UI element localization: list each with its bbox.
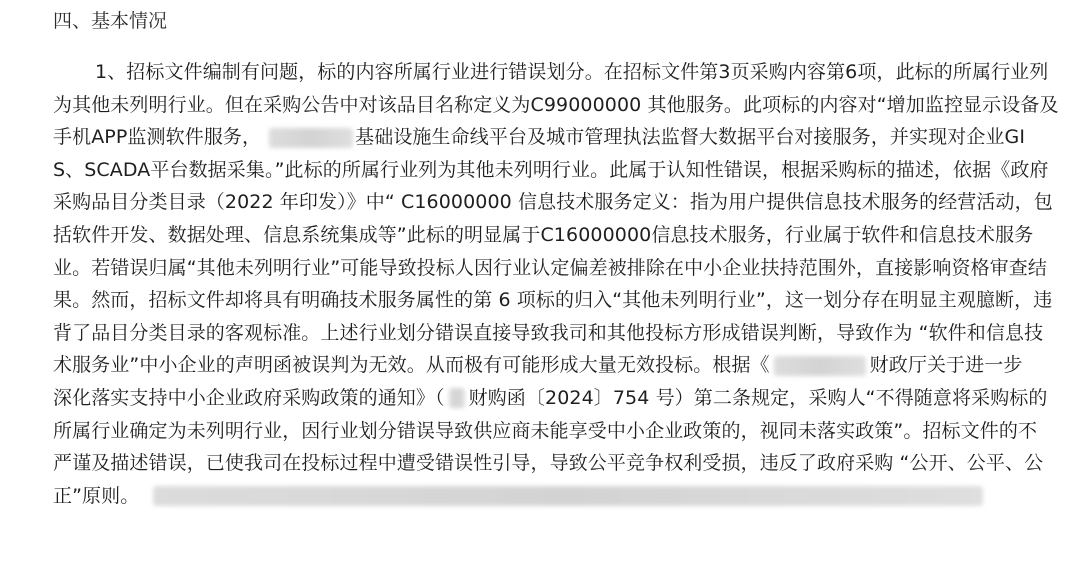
paragraph: [53, 56, 1059, 512]
paragraph-line-3-start: 手机APP监测软件服务，: [53, 126, 262, 149]
paragraph-line-11-start: 深化落实支持中小企业政府采购政策的通知》（: [53, 386, 445, 409]
paragraph-line-10: [53, 349, 1053, 382]
paragraph-line-3: [53, 121, 1053, 154]
paragraph-line-11: [53, 382, 1053, 415]
redacted-region-1: [269, 128, 353, 148]
paragraph-line-10-end: 财政厅关于进一步: [869, 354, 1023, 377]
paragraph-line-14-text: 正”原则。: [53, 484, 140, 507]
paragraph-line-6: 括软件开发、数据处理、信息系统集成等”此标的明显属于C16000000信息技术服务，行业属于软件和信息技术服务: [53, 223, 1034, 246]
paragraph-line-12: 所属行业确定为未列明行业，因行业划分错误导致供应商未能享受中小企业政策的，视同未落实政策”。招标文件的不: [53, 419, 1038, 442]
paragraph-line-8: 果。然而，招标文件却将具有明确技术服务属性的第 6 项标的归入“其他未列明行业”，这一划分存在明显主观臆断，违: [53, 289, 1053, 312]
section-heading: 四、基本情况: [53, 10, 168, 32]
redacted-region-4: [153, 486, 983, 506]
paragraph-line-10-start: 术服务业”中小企业的声明函被误判为无效。从而极有可能形成大量无效投标。根据《: [53, 354, 770, 377]
redacted-region-2: [774, 356, 866, 376]
redacted-region-3: [449, 388, 465, 408]
paragraph-line-4: S、SCADA平台数据采集。”此标的所属行业列为其他未列明行业。此属于认知性错误，根据采购标的描述，依据《政府: [53, 158, 1049, 181]
paragraph-line-9: 背了品目分类目录的客观标准。上述行业划分错误直接导致我司和其他投标方形成错误判断，导致作为 “软件和信息技: [53, 321, 1044, 344]
paragraph-line-11-end: 财购函〔2024〕754 号）第二条规定，采购人“不得随意将采购标的: [468, 386, 1048, 409]
paragraph-line-5: 采购品目分类目录（2022 年印发）》中“ C16000000 信息技术服务定义：指为用户提供信息技术服务的经营活动，包: [53, 191, 1053, 214]
paragraph-line-14: [53, 480, 1053, 513]
paragraph-line-7: 业。若错误归属“其他未列明行业”可能导致投标人因行业认定偏差被排除在中小企业扶持范围外，直接影响资格审查结: [53, 256, 1047, 279]
paragraph-line-2: 为其他未列明行业。但在采购公告中对该品目名称定义为C99000000 其他服务。此项标的内容对“增加监控显示设备及: [53, 93, 1059, 116]
paragraph-line-3-end: 基础设施生命线平台及城市管理执法监督大数据平台对接服务，并实现对企业GI: [355, 126, 1026, 149]
paragraph-line-1: 1、招标文件编制有问题，标的内容所属行业进行错误划分。在招标文件第3页采购内容第6项，此标的所属行业列: [95, 61, 1049, 83]
paragraph-line-13: 严谨及描述错误，已使我司在投标过程中遭受错误性引导，导致公平竞争权利受损，违反了政府采购 “公开、公平、公: [53, 452, 1044, 475]
